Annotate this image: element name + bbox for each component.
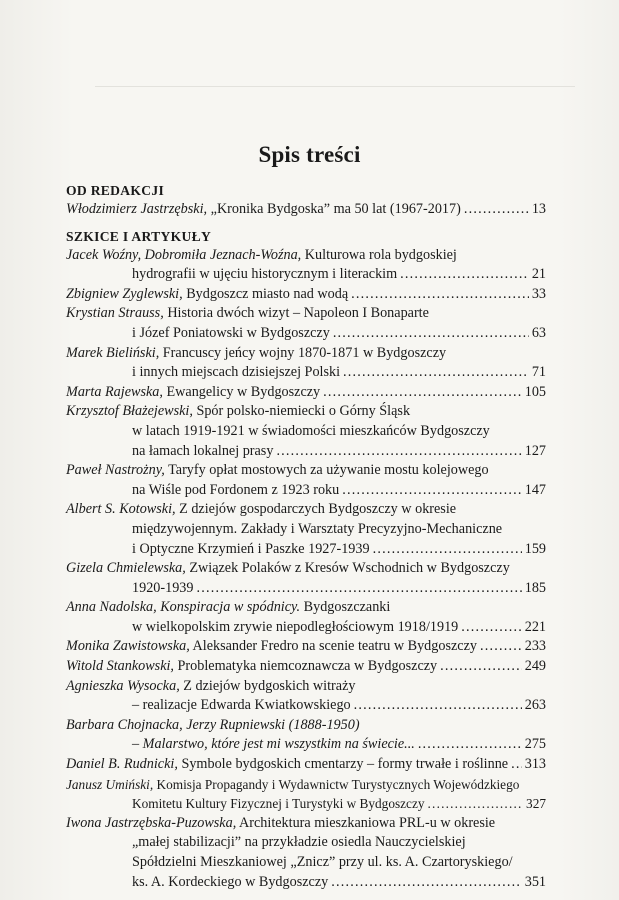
toc-entry bbox=[66, 304, 546, 324]
entry-author: Włodzimierz Jastrzębski, bbox=[66, 201, 208, 217]
toc-entry-continuation bbox=[66, 442, 546, 462]
leader-dots bbox=[461, 618, 521, 638]
leader-dots bbox=[440, 657, 522, 677]
entry-title: hydrografii w ujęciu historycznym i literackim bbox=[132, 266, 398, 283]
entry-page: 105 bbox=[524, 383, 546, 400]
entry-title: – realizacje Edwarda Kwiatkowskiego bbox=[132, 697, 351, 714]
entry-title: Komisja Propagandy i Wydawnictw Turystycznych Wojewódzkiego bbox=[156, 776, 520, 792]
entry-title: Historia dwóch wizyt – Napoleon I Bonaparte bbox=[167, 305, 429, 322]
toc-entry bbox=[66, 461, 546, 481]
leader-dots bbox=[400, 265, 529, 285]
toc-entry-continuation bbox=[66, 579, 546, 599]
entry-title: ks. A. Kordeckiego w Bydgoszczy bbox=[132, 873, 329, 890]
entry-author: Marek Bieliński, bbox=[66, 344, 160, 361]
toc-entry bbox=[66, 200, 546, 220]
toc-entry-continuation bbox=[66, 794, 546, 814]
entry-title: Aleksander Fredro na scenie teatru w Bydgoszczy bbox=[192, 638, 477, 655]
entry-page: 147 bbox=[524, 481, 546, 498]
entry-author: Anna Nadolska, bbox=[66, 599, 157, 616]
entry-page: 327 bbox=[526, 796, 546, 812]
entry-page: 275 bbox=[524, 736, 546, 753]
leader-dots bbox=[511, 755, 522, 775]
toc-entry bbox=[66, 246, 546, 266]
entry-author: Marta Rajewska, bbox=[66, 383, 163, 400]
entry-author: Witold Stankowski, bbox=[66, 658, 174, 675]
entry-title: Problematyka niemcoznawcza w Bydgoszczy bbox=[177, 658, 438, 675]
toc-entry bbox=[66, 598, 546, 618]
entry-page: 71 bbox=[531, 364, 546, 381]
leader-dots bbox=[428, 794, 524, 814]
entry-title: Ewangelicy w Bydgoszczy bbox=[166, 383, 321, 400]
entry-title: Architektura mieszkaniowa PRL-u w okresie bbox=[239, 814, 496, 831]
toc-entry-continuation bbox=[66, 735, 546, 755]
leader-dots bbox=[323, 383, 522, 403]
entry-title: Z dziejów bydgoskich witraży bbox=[183, 677, 356, 694]
toc-entry bbox=[66, 402, 546, 422]
entry-author: Agnieszka Wysocka, bbox=[66, 677, 180, 694]
entry-page: 127 bbox=[524, 442, 546, 459]
entry-title: Z dziejów gospodarczych Bydgoszczy w okresie bbox=[179, 501, 457, 518]
leader-dots bbox=[418, 735, 522, 755]
entry-author: Paweł Nastrożny, bbox=[66, 462, 165, 479]
entry-title: w wielkopolskim zrywie niepodległościowym 1918/1919 bbox=[132, 618, 459, 635]
entry-title: Spór polsko-niemiecki o Górny Śląsk bbox=[196, 403, 411, 420]
entry-page: 159 bbox=[524, 540, 546, 557]
leader-dots bbox=[354, 696, 522, 716]
toc-entry-continuation: Spółdzielni Mieszkaniowej „Znicz” przy ul. ks. A. Czartoryskiego/ bbox=[132, 854, 513, 870]
leader-dots bbox=[196, 579, 521, 599]
toc-entry bbox=[66, 755, 546, 775]
entry-page: 351 bbox=[524, 873, 546, 890]
entry-title: i innych miejscach dzisiejszej Polski bbox=[132, 364, 341, 381]
entry-page: 221 bbox=[524, 618, 546, 635]
toc-entry-continuation bbox=[66, 481, 546, 501]
toc-entry bbox=[66, 285, 546, 305]
entry-page: 21 bbox=[531, 266, 546, 283]
entry-title: i Optyczne Krzymień i Paszke 1927-1939 bbox=[132, 540, 370, 557]
entry-title: Symbole bydgoskich cmentarzy – formy trwałe i roślinne bbox=[181, 756, 509, 773]
toc-entry-continuation: międzywojennym. Zakłady i Warsztaty Precyzyjno-Mechaniczne bbox=[132, 520, 503, 537]
entry-title: Francuscy jeńcy wojny 1870-1871 w Bydgoszczy bbox=[162, 344, 447, 361]
entry-page: 233 bbox=[524, 638, 546, 655]
entry-italic-title: Konspiracja w spódnicy. bbox=[160, 599, 301, 616]
leader-dots bbox=[343, 363, 529, 383]
entry-author: Krystian Strauss, bbox=[66, 305, 164, 322]
leader-dots bbox=[480, 637, 522, 657]
toc-entry-continuation: „małej stabilizacji” na przykładzie osiedla Nauczycielskiej bbox=[132, 834, 466, 851]
toc-entry-continuation bbox=[66, 696, 546, 716]
leader-dots bbox=[276, 442, 521, 462]
entry-author: Gizela Chmielewska, bbox=[66, 560, 186, 577]
entry-author: Janusz Umiński, bbox=[66, 776, 154, 792]
entry-page: 249 bbox=[524, 658, 546, 675]
toc-entry bbox=[66, 775, 546, 795]
toc-entry bbox=[66, 657, 546, 677]
leader-dots bbox=[351, 285, 529, 305]
toc-entry-continuation bbox=[66, 265, 546, 285]
section-heading: SZKICE I ARTYKUŁY bbox=[66, 228, 212, 244]
toc-entry-continuation bbox=[66, 540, 546, 560]
toc-entry bbox=[66, 716, 546, 736]
entry-author: Albert S. Kotowski, bbox=[66, 501, 176, 518]
entry-author: Iwona Jastrzębska-Puzowska, bbox=[66, 814, 237, 831]
toc-entry bbox=[66, 814, 546, 834]
toc-entry bbox=[66, 344, 546, 364]
toc-entry bbox=[66, 383, 546, 403]
entry-author: Zbigniew Zyglewski, bbox=[66, 285, 183, 302]
entry-title: Kulturowa rola bydgoskiej bbox=[304, 246, 457, 263]
toc-entry-continuation: w latach 1919-1921 w świadomości mieszkańców Bydgoszczy bbox=[132, 422, 490, 439]
toc-entry bbox=[66, 637, 546, 657]
entry-title: „Kronika Bydgoska” ma 50 lat (1967-2017) bbox=[210, 201, 461, 217]
entry-author: Krzysztof Błażejewski, bbox=[66, 403, 193, 420]
entry-author: Barbara Chojnacka, Jerzy Rupniewski (1888-1950) bbox=[66, 716, 360, 733]
entry-title: Związek Polaków z Kresów Wschodnich w Bydgoszczy bbox=[189, 560, 510, 577]
entry-author: Jacek Woźny, Dobromiła Jeznach-Woźna, bbox=[66, 246, 302, 263]
toc-entry-continuation bbox=[66, 324, 546, 344]
bleed-through-line bbox=[95, 86, 575, 87]
entry-page: 185 bbox=[524, 579, 546, 596]
entry-title: na Wiśle pod Fordonem z 1923 roku bbox=[132, 481, 340, 498]
toc-entry bbox=[66, 677, 546, 697]
toc-entry-continuation bbox=[66, 618, 546, 638]
leader-dots bbox=[464, 200, 529, 220]
toc-entry-continuation bbox=[66, 363, 546, 383]
entry-title: 1920-1939 bbox=[132, 579, 194, 596]
entry-page: 33 bbox=[531, 285, 546, 302]
leader-dots bbox=[373, 540, 522, 560]
entry-title: i Józef Poniatowski w Bydgoszczy bbox=[132, 324, 330, 341]
entry-italic-title: – Malarstwo, które jest mi wszystkim na świecie... bbox=[132, 736, 415, 753]
table-of-contents bbox=[66, 181, 546, 892]
leader-dots bbox=[342, 481, 521, 501]
entry-title: na łamach lokalnej prasy bbox=[132, 442, 274, 459]
leader-dots bbox=[331, 873, 521, 893]
entry-page: 263 bbox=[524, 697, 546, 714]
toc-entry bbox=[66, 559, 546, 579]
entry-title: Bydgoszcz miasto nad wodą bbox=[186, 285, 349, 302]
toc-entry-continuation bbox=[66, 873, 546, 893]
entry-page: 313 bbox=[524, 756, 546, 773]
entry-title: Taryfy opłat mostowych za używanie mostu kolejowego bbox=[168, 462, 489, 479]
toc-entry bbox=[66, 500, 546, 520]
entry-page: 13 bbox=[531, 201, 546, 217]
entry-title: Bydgoszczanki bbox=[303, 599, 391, 616]
entry-title: Komitetu Kultury Fizycznej i Turystyki w Bydgoszczy bbox=[132, 796, 425, 812]
section-heading: OD REDAKCJI bbox=[66, 183, 165, 198]
leader-dots bbox=[333, 324, 529, 344]
page-title: Spis treści bbox=[258, 142, 361, 167]
entry-page: 63 bbox=[531, 324, 546, 341]
entry-author: Daniel B. Rudnicki, bbox=[66, 756, 178, 773]
entry-author: Monika Zawistowska, bbox=[66, 638, 190, 655]
